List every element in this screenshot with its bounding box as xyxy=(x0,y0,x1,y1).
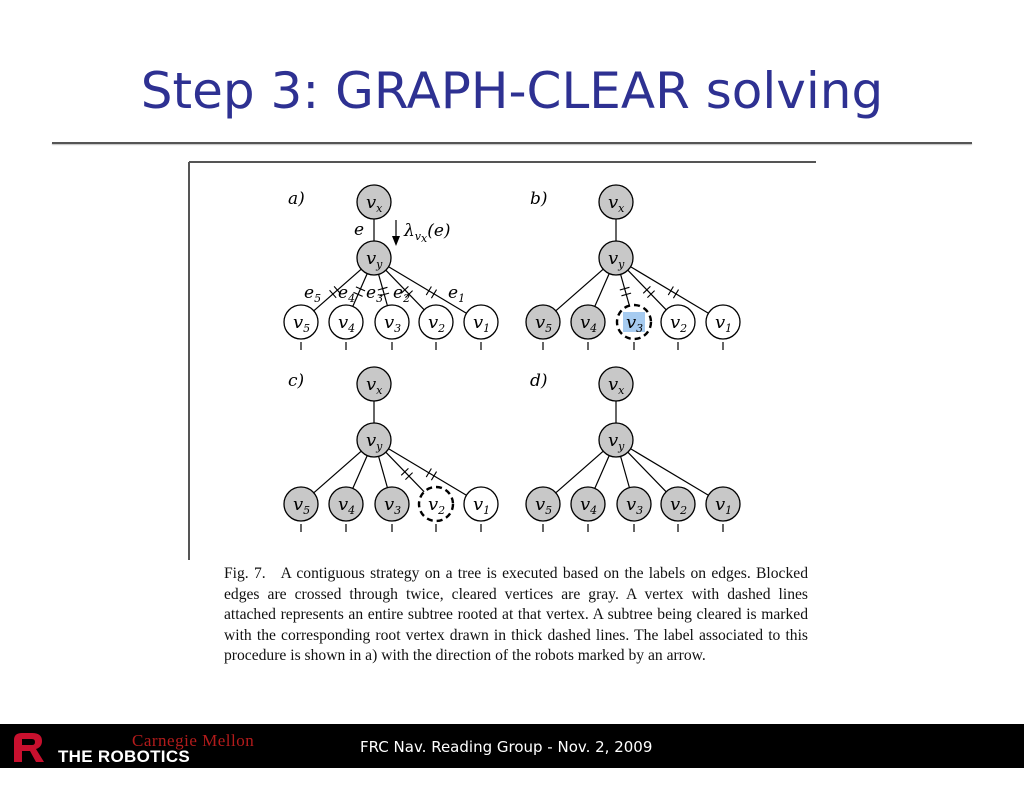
node-leaf-label: $v_4$ xyxy=(580,494,598,517)
lambda-label: $\lambda_vx(e)$ xyxy=(404,221,451,245)
node-leaf-label-sub: 2 xyxy=(680,322,688,335)
caption-label: Fig. 7. xyxy=(224,565,266,582)
lambda-arg: (e) xyxy=(427,221,451,241)
node-leaf-label-sub: 5 xyxy=(303,504,311,517)
node-leaf-label-sub: 1 xyxy=(725,504,733,517)
node-root-label-sub: x xyxy=(376,202,383,215)
panel-d xyxy=(526,367,740,532)
edge-label-2: $e_4$ xyxy=(338,283,356,305)
edge-label-sub: 5 xyxy=(314,292,322,305)
node-leaf-label-sub: 5 xyxy=(303,322,311,335)
node-mid-label: $v_y$ xyxy=(366,248,383,271)
edge-label-1: $e_5$ xyxy=(304,283,322,305)
node-leaf-label-sub: 4 xyxy=(348,504,356,517)
blocked-edge-tick-2 xyxy=(673,290,678,299)
node-leaf-label: $v_4$ xyxy=(580,312,598,335)
node-leaf-label-sub: 2 xyxy=(438,504,446,517)
edge-label-5: $e_1$ xyxy=(448,283,466,305)
caption-text: A contiguous strategy on a tree is executed based on the labels on edges. Blocked edges are crossed through twice, cleared vertices are gray. A vertex with dashed lines attached represents an entire subtree rooted at that vertex. A subtree being cleared is marked with the corresponding root vertex drawn in thick dashed lines. The label associated to this procedure is shown in a) with the direction of the robots marked by an arrow. xyxy=(224,565,808,665)
node-leaf-label-sub: 5 xyxy=(545,504,553,517)
node-leaf-label-sub: 1 xyxy=(483,504,491,517)
node-leaf-label-sub: 3 xyxy=(394,504,402,517)
node-leaf-label-sub: 4 xyxy=(590,504,598,517)
node-leaf-label-sub: 4 xyxy=(590,322,598,335)
edge-mid-leaf xyxy=(631,449,709,496)
arrow-head xyxy=(392,236,400,246)
node-mid-label-sub: y xyxy=(618,440,625,453)
node-leaf-label-sub: 5 xyxy=(545,322,553,335)
cmu-ri-logo xyxy=(10,730,270,786)
graph-diagram xyxy=(186,160,818,560)
blocked-edge-tick-1 xyxy=(426,286,431,295)
node-root-label: $v_x$ xyxy=(608,374,625,397)
node-leaf-label-sub: 3 xyxy=(394,322,402,335)
edge-label-4: $e_2$ xyxy=(393,283,411,305)
node-leaf-label: $v_2$ xyxy=(670,494,688,517)
edge-mid-leaf xyxy=(595,274,609,307)
robotics-institute-logo-icon xyxy=(10,730,50,764)
lambda-sub2: x xyxy=(421,232,428,245)
edge-label-e: e xyxy=(354,220,365,240)
edge-mid-leaf xyxy=(631,267,709,314)
node-leaf-label-sub: 4 xyxy=(348,322,356,335)
slide-title: Step 3: GRAPH-CLEAR solving xyxy=(140,62,884,120)
node-leaf-label-sub: 3 xyxy=(636,322,644,335)
node-leaf-label: $v_3$ xyxy=(384,312,402,335)
figure-caption xyxy=(224,564,808,667)
node-leaf-label-sub: 3 xyxy=(636,504,644,517)
node-leaf-label-sub: 2 xyxy=(680,504,688,517)
blocked-edge-tick-2 xyxy=(431,472,436,481)
edge-label-3: $e_3$ xyxy=(366,283,384,305)
edge-label-sub: 4 xyxy=(348,292,356,305)
blocked-edge-tick-2 xyxy=(431,290,436,299)
edge-label-sub: 2 xyxy=(403,292,411,305)
node-leaf-label: $v_5$ xyxy=(535,312,553,335)
node-leaf-label-sub: 1 xyxy=(725,322,733,335)
edge-mid-leaf xyxy=(621,456,630,487)
node-leaf-label: $v_5$ xyxy=(535,494,553,517)
node-leaf-label: $v_4$ xyxy=(338,494,356,517)
node-leaf-label: $v_2$ xyxy=(428,312,446,335)
node-root-label-sub: x xyxy=(618,202,625,215)
footer-text: FRC Nav. Reading Group - Nov. 2, 2009 xyxy=(360,738,653,756)
node-mid-label-sub: y xyxy=(376,440,383,453)
node-root-label: $v_x$ xyxy=(608,192,625,215)
panel-b xyxy=(526,185,740,350)
edge-mid-leaf xyxy=(353,456,367,489)
node-leaf-label: $v_1$ xyxy=(715,312,733,335)
panel-a xyxy=(284,185,498,350)
node-leaf-label-sub: 1 xyxy=(483,322,491,335)
node-mid-label-sub: y xyxy=(376,258,383,271)
logo-bottom-text: THE ROBOTICS INSTITUTE xyxy=(58,747,191,786)
panel-c xyxy=(284,367,498,532)
node-root-label: $v_x$ xyxy=(366,192,383,215)
lambda-sub: v xyxy=(414,230,421,243)
node-mid-label-sub: y xyxy=(618,258,625,271)
node-mid-label: $v_y$ xyxy=(366,430,383,453)
node-root-label-sub: x xyxy=(376,384,383,397)
node-root-label-sub: x xyxy=(618,384,625,397)
node-leaf-label: $v_1$ xyxy=(473,312,491,335)
edge-label-sub: 3 xyxy=(376,292,384,305)
node-leaf-label: $v_2$ xyxy=(428,494,446,517)
node-leaf-label: $v_3$ xyxy=(626,494,644,517)
node-leaf-label: $v_4$ xyxy=(338,312,356,335)
node-root-label: $v_x$ xyxy=(366,374,383,397)
panel-label: a) xyxy=(288,189,305,209)
panel-label: d) xyxy=(530,371,548,391)
node-leaf-label: $v_5$ xyxy=(293,494,311,517)
edge-label-sub: 1 xyxy=(458,292,466,305)
panel-label: c) xyxy=(288,371,305,391)
node-leaf-label: $v_3$ xyxy=(384,494,402,517)
blocked-edge-tick-1 xyxy=(426,468,431,477)
logo-top-text: Carnegie Mellon xyxy=(132,731,255,750)
title-divider xyxy=(52,142,972,144)
node-leaf-label: $v_3$ xyxy=(626,312,644,335)
node-mid-label: $v_y$ xyxy=(608,248,625,271)
node-leaf-label: $v_1$ xyxy=(715,494,733,517)
node-leaf-label: $v_1$ xyxy=(473,494,491,517)
node-leaf-label: $v_5$ xyxy=(293,312,311,335)
edge-mid-leaf xyxy=(595,456,609,489)
footer-bar xyxy=(0,724,1024,786)
node-mid-label: $v_y$ xyxy=(608,430,625,453)
edge-mid-leaf xyxy=(379,456,388,487)
node-leaf-label: $v_2$ xyxy=(670,312,688,335)
node-leaf-label-sub: 2 xyxy=(438,322,446,335)
panel-label: b) xyxy=(530,189,548,209)
blocked-edge-tick-1 xyxy=(668,286,673,295)
